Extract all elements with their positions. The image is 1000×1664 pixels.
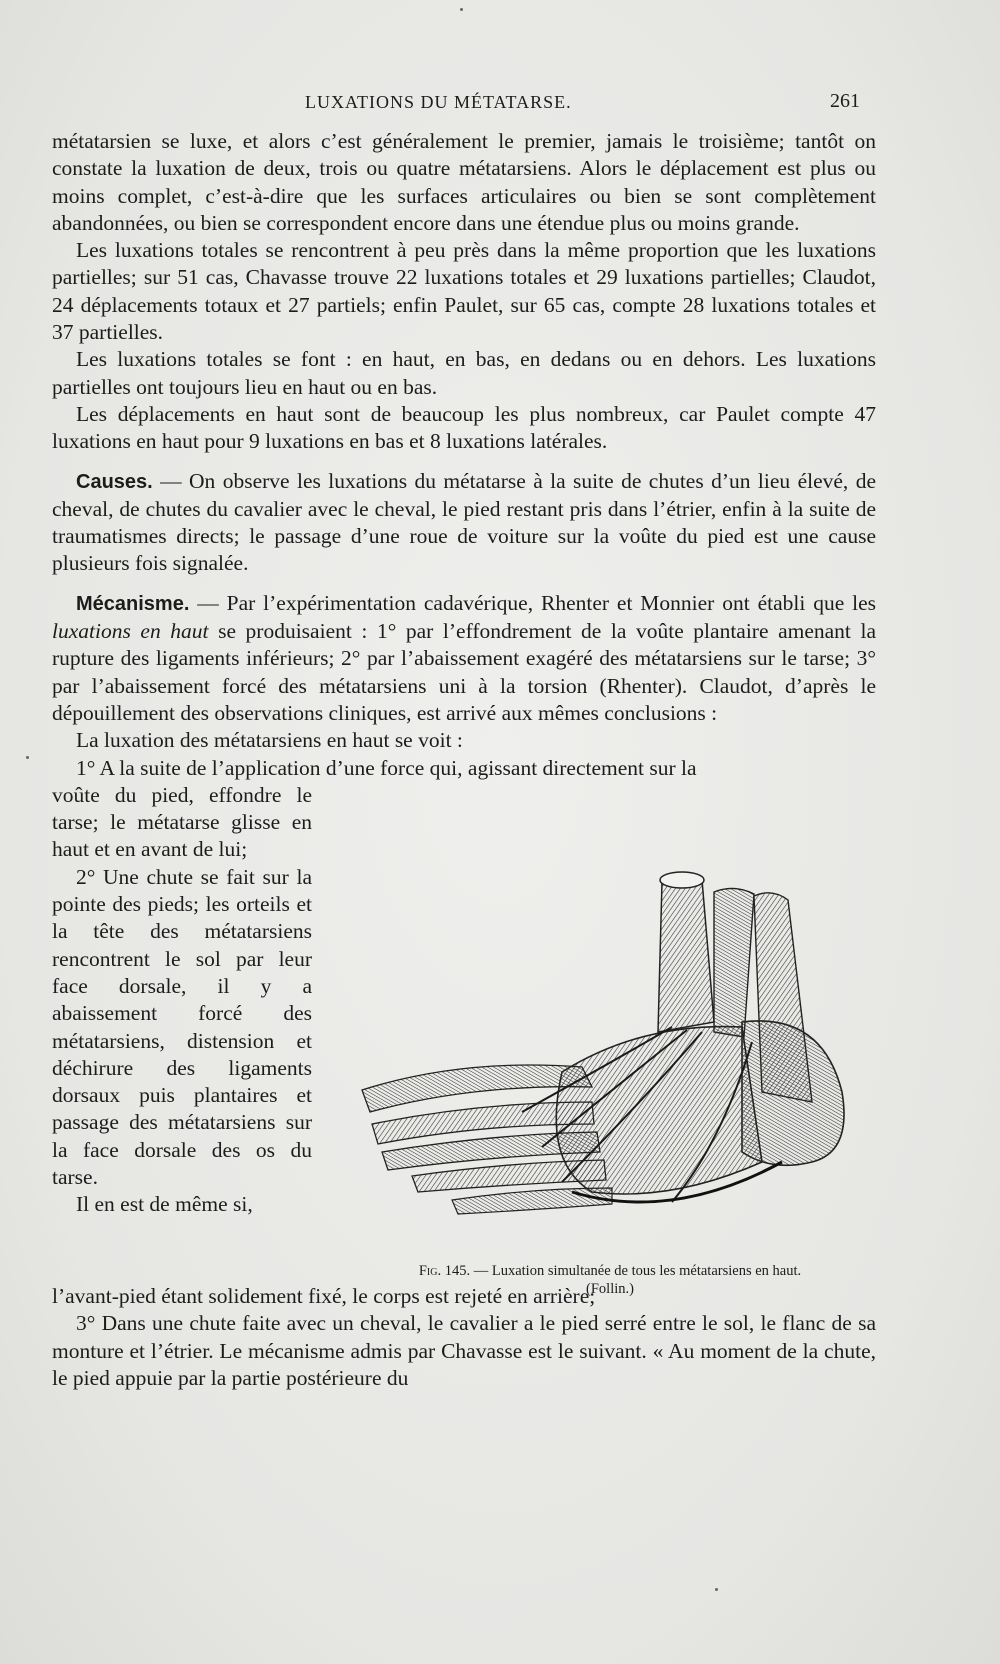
mecanisme-text-cont: se produisaient : 1° par l’effondrement de la voûte plantaire amenant la rupture des ligaments inférieurs; 2° par l’abaissement exagéré des métatarsiens sur le tarse; 3° par l’abaissement forcé des métatarsiens uni à la torsion (Rhenter). Claudot, d’après le dépouillement des observations cliniques, est arrivé aux mêmes conclusions : xyxy=(52,619,876,725)
paragraph: Les luxations totales se rencontrent à peu près dans la même proportion que les luxations partielles; sur 51 cas, Chavasse trouve 22 luxations totales et 29 luxations partielles; Claudot, 24 déplacements totaux et 27 partiels; enfin Paulet, sur 65 cas, compte 28 luxations totales et 37 partielles. xyxy=(52,238,876,345)
paper-speck xyxy=(26,756,29,759)
paragraph: voûte du pied, effondre le tarse; le métatarse glisse en haut et en avant de lui; xyxy=(52,782,312,862)
running-head: LUXATIONS DU MÉTATARSE. xyxy=(305,92,572,112)
paragraph: La luxation des métatarsiens en haut se voit : xyxy=(76,728,463,753)
figure-foot-illustration xyxy=(342,862,876,1250)
figure-label: Fig. 145. xyxy=(418,1263,471,1279)
paragraph: Les luxations totales se font : en haut, en bas, en dedans ou en dehors. Les luxations partielles ont toujours lieu en haut ou en bas. xyxy=(52,347,876,399)
causes-text: — On observe les luxations du métatarse à la suite de chutes d’un lieu élevé, de cheval, de chutes du cavalier avec le cheval, le pied restant pris dans l’étrier, enfin à la suite de traumatismes directs; le passage d’une roue de voiture sur la voûte du pied est une cause plusieurs fois signalée. xyxy=(52,468,876,576)
page-header xyxy=(0,92,1000,122)
figure-credit: (Follin.) xyxy=(586,1281,634,1297)
paragraph: Il en est de même si, xyxy=(76,1192,253,1217)
page-number: 261 xyxy=(830,90,860,112)
paragraph: 1° A la suite de l’application d’une force qui, agissant directement sur la xyxy=(76,755,697,780)
paragraph: 3° Dans une chute faite avec un cheval, le cavalier a le pied serré entre le sol, le flanc de sa monture et l’étrier. Le mécanisme admis par Chavasse est le suivant. « Au moment de la chute, le pied appuie par la partie postérieure du xyxy=(52,1311,876,1390)
foot-engraving xyxy=(342,862,876,1250)
causes-paragraph xyxy=(52,468,876,578)
paragraph: l’avant-pied étant solidement fixé, le corps est rejeté en arrière; xyxy=(52,1284,596,1308)
section-heading-causes: Causes. xyxy=(76,470,153,493)
paragraph: métatarsien se luxe, et alors c’est généralement le premier, jamais le troisième; tantôt on constate la luxation de deux, trois ou quatre métatarsiens. Alors le déplacement est plus ou moins complet, c’est-à-dire que les surfaces articulaires ou bien se sont complètement abandonnées, ou bien se correspondent encore dans une étendue plus ou moins grande. xyxy=(52,129,876,235)
lower-body-text xyxy=(52,1283,876,1392)
mecanisme-paragraph xyxy=(52,590,876,727)
paragraph: 2° Une chute se fait sur la pointe des pieds; les orteils et la tête des métatarsiens rencontrent le sol par leur face dorsale, il y a abaissement forcé des métatarsiens, distension et déchirure des ligaments dorsaux puis plantaires et passage des métatarsiens sur la face dorsale des os du tarse. xyxy=(52,864,312,1189)
mecanisme-italic: luxations en haut xyxy=(52,619,209,644)
paper-speck xyxy=(460,8,463,11)
paper-speck xyxy=(715,1588,718,1591)
section-heading-mecanisme: Mécanisme. xyxy=(76,592,190,615)
paragraph: Les déplacements en haut sont de beaucoup les plus nombreux, car Paulet compte 47 luxations en haut pour 9 luxations en bas et 8 luxations latérales. xyxy=(52,401,876,454)
figure-caption-text: — Luxation simultanée de tous les métatarsiens en haut. xyxy=(470,1263,802,1279)
mecanisme-text: — Par l’expérimentation cadavérique, Rhenter et Monnier ont établi que les xyxy=(189,590,876,615)
